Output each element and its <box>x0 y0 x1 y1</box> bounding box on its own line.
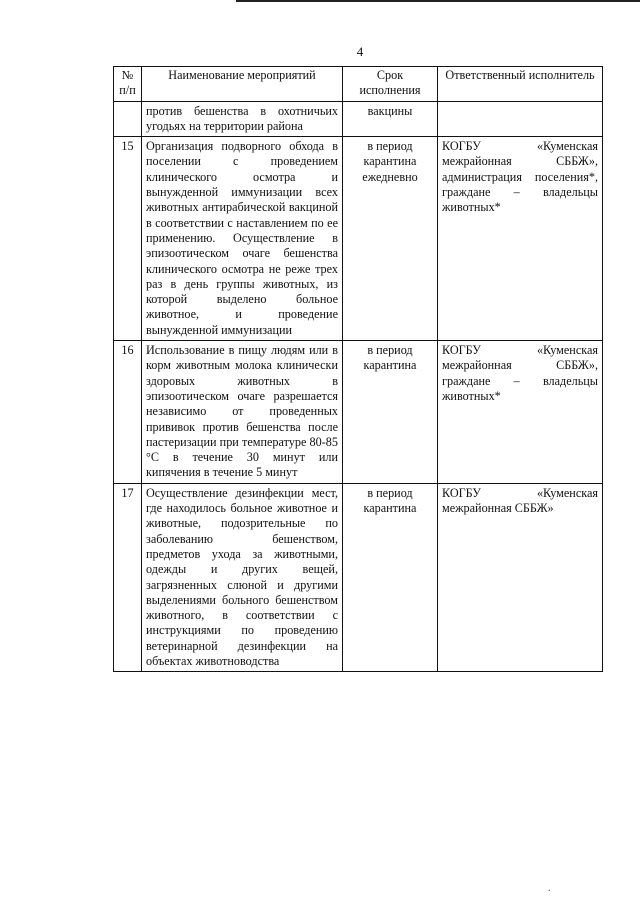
measures-table <box>113 66 603 672</box>
cell-responsible: КОГБУ «Куменская межрайонная СББЖ», граждане – владельцы животных* <box>438 341 603 484</box>
table-row <box>114 341 603 484</box>
scan-edge-line <box>236 0 640 2</box>
table-header-row <box>114 67 603 102</box>
header-responsible: Ответственный исполнитель <box>438 67 603 102</box>
header-term: Срок исполнения <box>343 67 438 102</box>
cell-term: вакцины <box>343 101 438 137</box>
cell-responsible <box>438 101 603 137</box>
cell-responsible: КОГБУ «Куменская межрайонная СББЖ» <box>438 483 603 672</box>
cell-num <box>114 101 142 137</box>
cell-name: Осуществление дезинфекции мест, где находилось больное животное и животные, подозрительные по заболеванию бешенством, предметов ухода за животными, одежды и других вещей, загрязненных слюной и другими выделениями больного бешенством животного, в соответствии с инструкциями по проведению ветеринарной дезинфекции на объектах животноводства <box>142 483 343 672</box>
cell-responsible: КОГБУ «Куменская межрайонная СББЖ», администрация поселения*, граждане – владельцы животных* <box>438 137 603 341</box>
cell-name: Организация подворного обхода в поселении с проведением клинического осмотра и вынужденной иммунизации всех животных антирабической вакциной в соответствии с наставлением по ее применению. Осуществление в эпизоотическом очаге бешенства клинического осмотра не реже трех раз в день группы животных, из которой выделено больное животное, и проведение вынужденной иммунизации <box>142 137 343 341</box>
table-row <box>114 137 603 341</box>
header-name: Наименование мероприятий <box>142 67 343 102</box>
table-row-continuation <box>114 101 603 137</box>
cell-num: 15 <box>114 137 142 341</box>
page-number: 4 <box>356 44 364 59</box>
cell-name: Использование в пищу людям или в корм животным молока клинически здоровых животных в эпизоотическом очаге разрешается независимо от проведенных прививок против бешенства после пастеризации при температуре 80-85 °С в течение 30 минут или кипячения в течение 5 минут <box>142 341 343 484</box>
cell-num: 16 <box>114 341 142 484</box>
cell-term: в период карантина ежедневно <box>343 137 438 341</box>
header-num: № п/п <box>114 67 142 102</box>
cell-name: против бешенства в охотничьих угодьях на территории района <box>142 101 343 137</box>
footer-mark: . <box>548 883 551 894</box>
cell-num: 17 <box>114 483 142 672</box>
table-row <box>114 483 603 672</box>
cell-term: в период карантина <box>343 341 438 484</box>
cell-term: в период карантина <box>343 483 438 672</box>
